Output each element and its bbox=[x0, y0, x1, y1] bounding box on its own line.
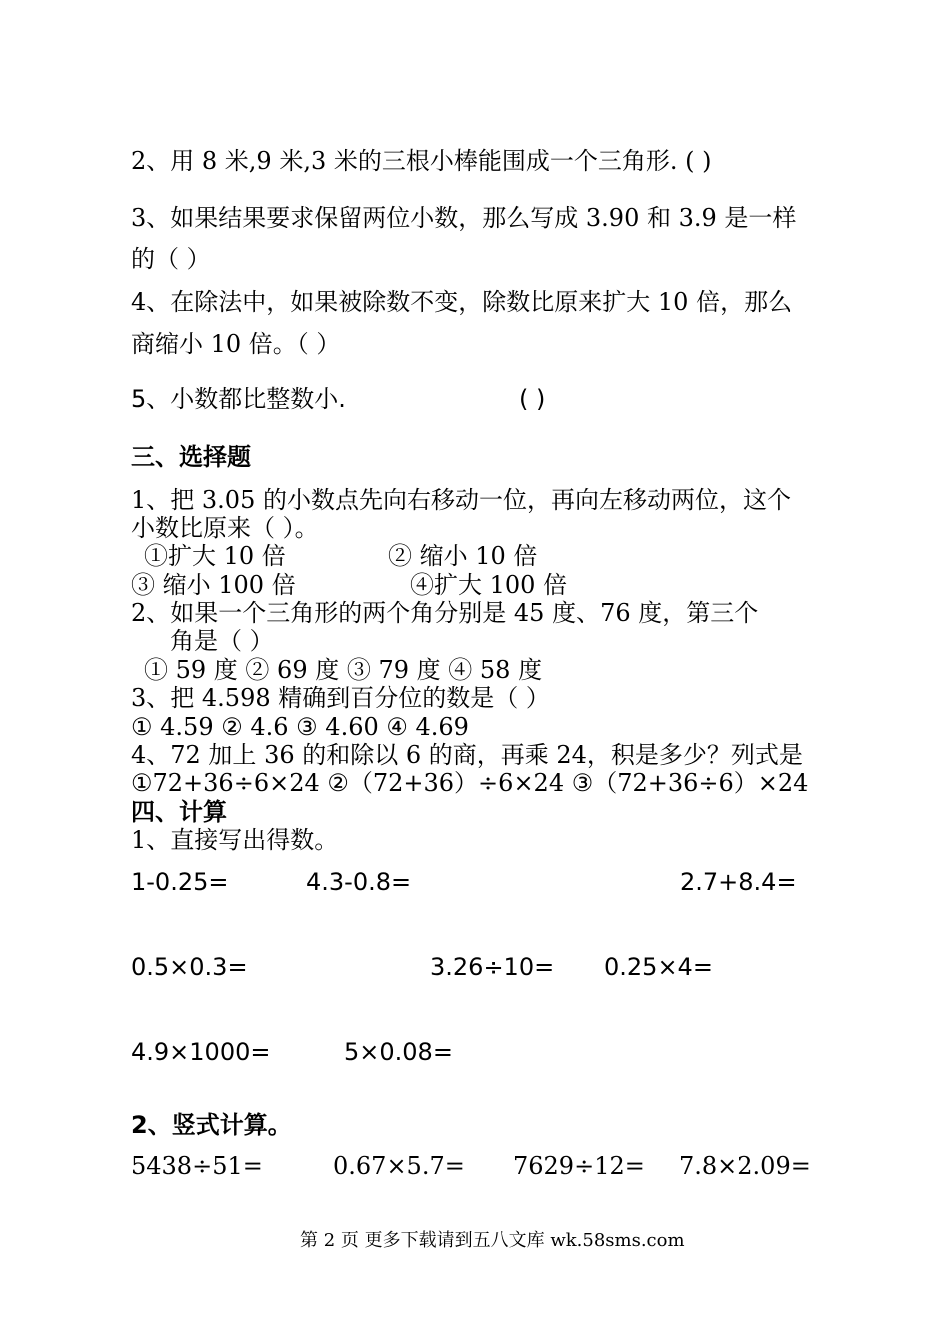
judge-q5-paren: ( ) bbox=[519, 385, 546, 413]
judge-q3-line1: 3、如果结果要求保留两位小数，那么写成 3.90 和 3.9 是一样 bbox=[131, 204, 797, 232]
calc-expr-1: 1-0.25= bbox=[131, 868, 229, 896]
calc-expr-8: 5×0.08= bbox=[344, 1038, 453, 1066]
calc-expr-3: 2.7+8.4= bbox=[680, 868, 797, 896]
vertical-calc-1: 5438÷51= bbox=[131, 1152, 263, 1180]
judge-q3-line2: 的（ ） bbox=[131, 245, 211, 273]
choice-q1-line2: 小数比原来（ ）。 bbox=[131, 514, 319, 542]
judge-q5: 5、小数都比整数小. bbox=[131, 385, 346, 413]
section-choice-heading: 三、选择题 bbox=[131, 443, 251, 471]
calc-expr-5: 3.26÷10= bbox=[430, 953, 555, 981]
calc-expr-7: 4.9×1000= bbox=[131, 1038, 271, 1066]
choice-q1-option-b: ② 缩小 10 倍 bbox=[388, 542, 538, 570]
choice-q1-option-c: ③ 缩小 100 倍 bbox=[131, 571, 296, 599]
choice-q4-options: ①72+36÷6×24 ②（72+36）÷6×24 ③（72+36÷6）×24 bbox=[131, 769, 809, 797]
vertical-calc-4: 7.8×2.09= bbox=[679, 1152, 811, 1180]
choice-q3-options: ① 4.59 ② 4.6 ③ 4.60 ④ 4.69 bbox=[131, 713, 469, 741]
judge-q4-line1: 4、在除法中，如果被除数不变，除数比原来扩大 10 倍，那么 bbox=[131, 288, 793, 316]
choice-q2-options: ① 59 度 ② 69 度 ③ 79 度 ④ 58 度 bbox=[144, 656, 543, 684]
choice-q1-option-a: ①扩大 10 倍 bbox=[144, 542, 286, 570]
choice-q2-line1: 2、如果一个三角形的两个角分别是 45 度、76 度，第三个 bbox=[131, 599, 759, 627]
judge-q2: 2、用 8 米,9 米,3 米的三根小棒能围成一个三角形. ( ) bbox=[131, 147, 712, 175]
calc-sub1: 1、直接写出得数。 bbox=[131, 826, 339, 854]
choice-q3-line1: 3、把 4.598 精确到百分位的数是（ ） bbox=[131, 684, 550, 712]
choice-q2-line2: 角是（ ） bbox=[170, 627, 274, 655]
vertical-calc-3: 7629÷12= bbox=[513, 1152, 645, 1180]
calc-expr-4: 0.5×0.3= bbox=[131, 953, 248, 981]
calc-sub2: 2、竖式计算。 bbox=[131, 1111, 292, 1139]
section-calc-heading: 四、计算 bbox=[131, 798, 227, 826]
choice-q1-line1: 1、把 3.05 的小数点先向右移动一位，再向左移动两位，这个 bbox=[131, 486, 791, 514]
judge-q4-line2: 商缩小 10 倍。（ ） bbox=[131, 330, 341, 358]
page-footer: 第 2 页 更多下载请到五八文库 wk.58sms.com bbox=[300, 1230, 685, 1251]
calc-expr-2: 4.3-0.8= bbox=[306, 868, 412, 896]
vertical-calc-2: 0.67×5.7= bbox=[333, 1152, 465, 1180]
calc-expr-6: 0.25×4= bbox=[604, 953, 713, 981]
choice-q4-line1: 4、72 加上 36 的和除以 6 的商，再乘 24，积是多少？列式是 bbox=[131, 741, 803, 769]
choice-q1-option-d: ④扩大 100 倍 bbox=[410, 571, 568, 599]
